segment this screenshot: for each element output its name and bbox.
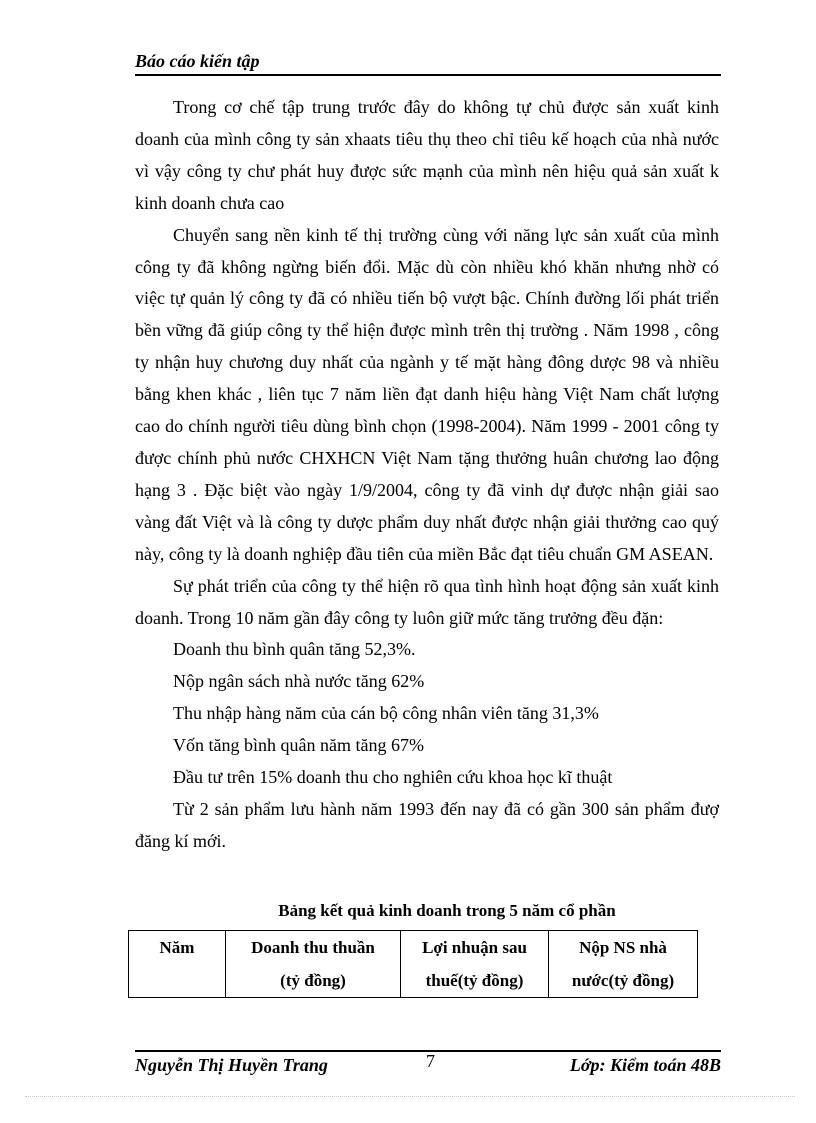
table-title: Bảng kết quả kinh doanh trong 5 năm cổ phần bbox=[278, 901, 616, 920]
header-cell-profit bbox=[401, 931, 549, 998]
paragraph-products: Từ 2 sản phẩm lưu hành năm 1993 đến nay đã có gần 300 sản phẩm đượ đăng kí mới. bbox=[135, 798, 719, 851]
growth-item: Doanh thu bình quân tăng 52,3%. bbox=[173, 639, 416, 660]
header-line: Lợi nhuận sau bbox=[422, 938, 527, 957]
growth-item: Vốn tăng bình quân năm tăng 67% bbox=[173, 735, 424, 756]
header-cell-budget bbox=[549, 931, 698, 998]
paragraph-intro: Trong cơ chế tập trung trước đây do không tự chủ được sản xuất kinh doanh của mình công ty sản xhaats tiêu thụ theo chỉ tiêu kế hoạch của nhà nước vì vậy công ty chư phát huy được sức mạnh của mình nên hiệu quả sản xuất k kinh doanh chưa cao bbox=[135, 97, 719, 213]
growth-item: Thu nhập hàng năm của cán bộ công nhân viên tăng 31,3% bbox=[173, 703, 599, 724]
header-line: Doanh thu thuần bbox=[251, 938, 375, 957]
paragraph-achievements: Chuyển sang nền kinh tế thị trường cùng với năng lực sản xuất của mình công ty đã không ngừng biến đổi. Mặc dù còn nhiều khó khăn nhưng nhờ có việc tự quản lý công ty đã có nhiều tiến bộ vượt bậc. Chính đường lối phát triển bền vững đã giúp công ty thể hiện được mình trên thị trường . Năm 1998 , công ty nhận huy chương duy nhất của ngành y tế mặt hàng đông dược 98 và nhiều bằng khen khác , liên tục 7 năm liền đạt danh hiệu hàng Việt Nam chất lượng cao do chính người tiêu dùng bình chọn (1998-2004). Năm 1999 - 2001 công ty được chính phủ nước CHXHCN Việt Nam tặng thưởng huân chương lao động hạng 3 . Đặc biệt vào ngày 1/9/2004, công ty đã vinh dự được nhận giải sao vàng đất Việt và là công ty dược phẩm duy nhất được nhận giải thưởng cao quý này, công ty là doanh nghiệp đầu tiên của miền Bắc đạt tiêu chuẩn GM ASEAN. bbox=[135, 224, 719, 564]
header-line: Nộp NS nhà bbox=[579, 938, 667, 957]
document-body bbox=[135, 92, 719, 858]
business-results-table bbox=[128, 930, 698, 998]
footer-author: Nguyễn Thị Huyền Trang bbox=[135, 1055, 328, 1075]
header-line: thuế(tỷ đồng) bbox=[425, 971, 524, 990]
header-line: nước(tỷ đồng) bbox=[571, 971, 675, 990]
page-number: 7 bbox=[426, 1051, 435, 1071]
header-line: (tỷ đồng) bbox=[280, 971, 346, 990]
header-cell-year bbox=[129, 931, 226, 998]
table-header-row bbox=[129, 931, 698, 998]
growth-item: Nộp ngân sách nhà nước tăng 62% bbox=[173, 671, 425, 692]
growth-item: Đầu tư trên 15% doanh thu cho nghiên cứu khoa học kĩ thuật bbox=[173, 767, 613, 788]
page-edge-dotted-line bbox=[25, 1096, 795, 1097]
footer-class: Lớp: Kiểm toán 48B bbox=[569, 1055, 721, 1075]
header-line: Năm bbox=[159, 938, 195, 957]
report-header-title: Báo cáo kiến tập bbox=[135, 48, 721, 76]
header-cell-revenue bbox=[226, 931, 401, 998]
paragraph-growth-intro: Sự phát triển của công ty thể hiện rõ qua tình hình hoạt động sản xuất kinh doanh. Trong 10 năm gần đây công ty luôn giữ mức tăng trưởng đều đặn: bbox=[135, 575, 719, 628]
